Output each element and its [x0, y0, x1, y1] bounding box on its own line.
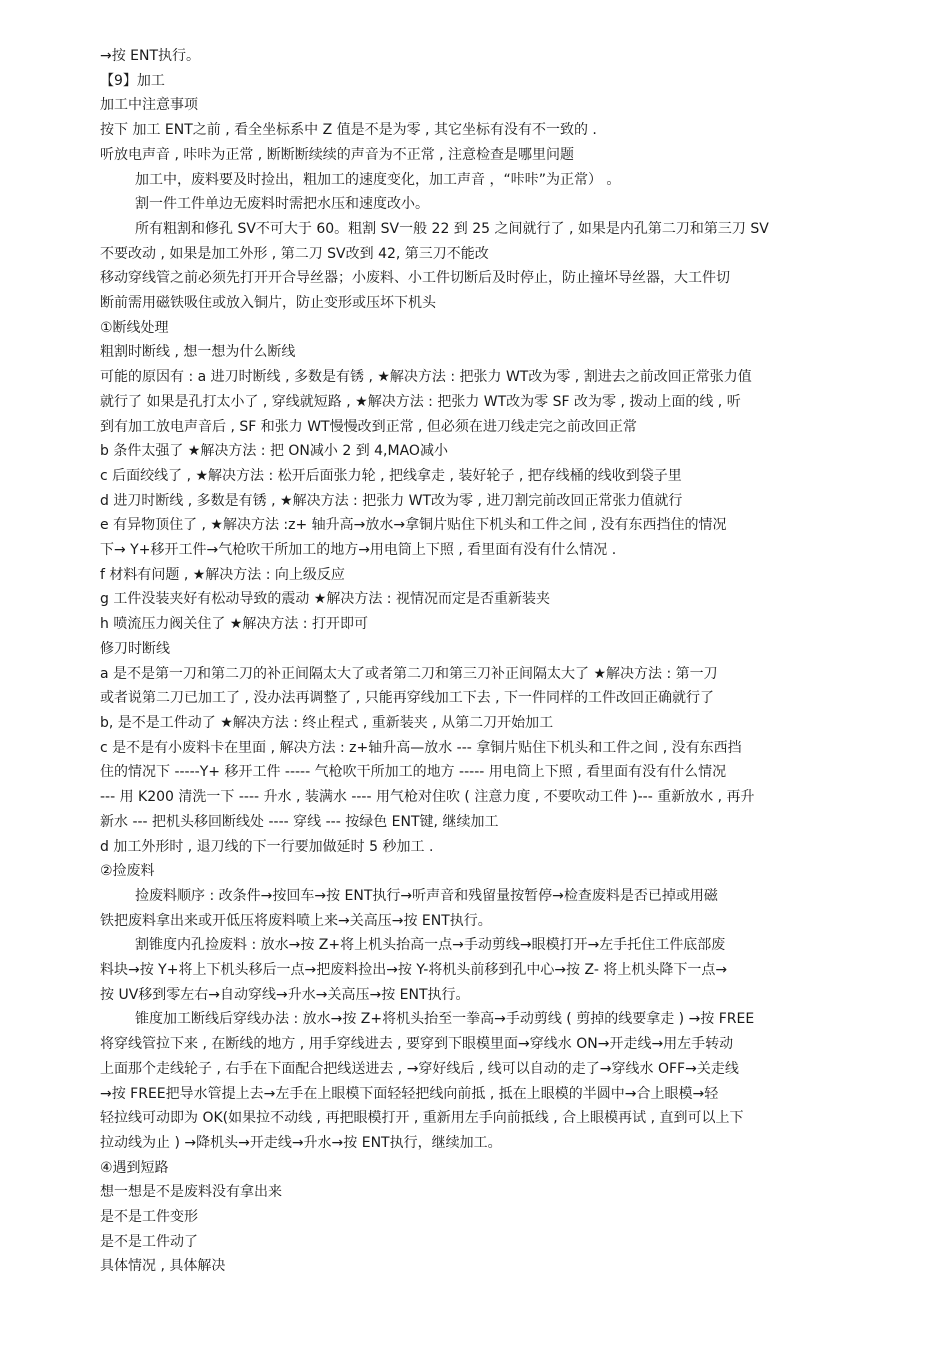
text-line: 断前需用磁铁吸住或放入铜片，防止变形或压坏下机头 — [100, 295, 436, 312]
text-line: 加工中，废料要及时捡出，粗加工的速度变化，加工声音 ，“咔咔”为正常） 。 — [135, 171, 621, 188]
text-line: 将穿线管拉下来 , 在断线的地方 , 用手穿线进去 , 要穿到下眼模里面→穿线水 ON→开走线→用左手转动 — [100, 1036, 734, 1053]
text-line: 割锥度内孔捡废料 : 放水→按 Z+将上机头抬高一点→手动剪线→眼模打开→左手托住工件底部废 — [135, 937, 726, 954]
text-line: c 是不是有小废料卡在里面 , 解决方法 : z+轴升高—放水 --- 拿铜片贴住下机头和工件之间 , 没有东西挡 — [100, 739, 742, 756]
text-line: 上面那个走线轮子 , 右手在下面配合把线送进去 , →穿好线后 , 线可以自动的走了→穿线水 OFF→关走线 — [100, 1060, 739, 1077]
text-line: ②捡废料 — [100, 863, 155, 880]
text-line: 按 UV移到零左右→自动穿线→升水→关高压→按 ENT执行。 — [100, 986, 470, 1003]
text-line: c 后面绞线了 , ★解决方法 : 松开后面张力轮 , 把线拿走 , 装好轮子 , 把存线桶的线收到袋子里 — [100, 467, 682, 484]
text-line: →按 ENT执行。 — [100, 48, 201, 64]
text-line: d 加工外形时 , 退刀线的下一行要加做延时 5 秒加工 . — [100, 838, 434, 855]
document-page — [100, 44, 860, 1279]
text-line: →按 FREE把导水管提上去→左手在上眼模下面轻轻把线向前抵 , 抵在上眼模的半圆中→合上眼模→轻 — [100, 1085, 719, 1102]
text-line: ①断线处理 — [100, 319, 169, 336]
text-line: 铁把废料拿出来或开低压将废料喷上来→关高压→按 ENT执行。 — [100, 912, 492, 929]
text-line: 就行了 如果是孔打太小了 , 穿线就短路 , ★解决方法 : 把张力 WT改为零 SF 改为零 , 拨动上面的线 , 听 — [100, 393, 741, 410]
text-line: 【9】加工 — [100, 72, 165, 89]
text-line: 料块→按 Y+将上下机头移后一点→把废料捡出→按 Y-将机头前移到孔中心→按 Z- 将上机头降下一点→ — [100, 962, 728, 979]
text-line: 新水 --- 把机头移回断线处 ---- 穿线 --- 按绿色 ENT键, 继续加工 — [100, 813, 499, 830]
text-line: 轻拉线可动即为 OK(如果拉不动线 , 再把眼模打开 , 重新用左手向前抵线 , 合上眼模再试 , 直到可以上下 — [100, 1110, 744, 1127]
text-line: 按下 加工 ENT之前 , 看全坐标系中 Z 值是不是为零 , 其它坐标有没有不一致的 . — [100, 122, 597, 139]
text-line: 移动穿线管之前必须先打开开合导丝器；小废料、小工件切断后及时停止，防止撞坏导丝器，大工件切 — [100, 270, 730, 287]
text-line: 是不是工件动了 — [100, 1233, 198, 1250]
text-line: 修刀时断线 — [100, 640, 170, 657]
text-line: 下→ Y+移开工件→气枪吹干所加工的地方→用电筒上下照 , 看里面有没有什么情况 . — [100, 542, 617, 559]
text-line: 粗割时断线 , 想一想为什么断线 — [100, 344, 296, 361]
text-line: ④遇到短路 — [100, 1159, 169, 1176]
text-line: 是不是工件变形 — [100, 1209, 198, 1226]
text-line: 想一想是不是废料没有拿出来 — [100, 1184, 282, 1201]
text-line: 不要改动 , 如果是加工外形 , 第二刀 SV改到 42, 第三刀不能改 — [100, 245, 489, 262]
text-line: 割一件工件单边无废料时需把水压和速度改小。 — [135, 196, 429, 213]
text-line: 住的情况下 -----Y+ 移开工件 ----- 气枪吹干所加工的地方 ----- 用电筒上下照 , 看里面有没有什么情况 — [100, 764, 727, 781]
text-line: b, 是不是工件动了 ★解决方法 : 终止程式 , 重新装夹 , 从第二刀开始加工 — [100, 714, 554, 731]
text-line: 捡废料顺序 : 改条件→按回车→按 ENT执行→听声音和残留量按暂停→检查废料是否已掉或用磁 — [135, 887, 718, 904]
text-line: 拉动线为止 ) →降机头→开走线→升水→按 ENT执行，继续加工。 — [100, 1134, 502, 1151]
text-line: d 进刀时断线 , 多数是有锈 , ★解决方法 : 把张力 WT改为零 , 进刀割完前改回正常张力值就行 — [100, 492, 683, 509]
text-line: 锥度加工断线后穿线办法 : 放水→按 Z+将机头抬至一拳高→手动剪线 ( 剪掉的线要拿走 ) →按 FREE — [135, 1011, 755, 1028]
text-line: 听放电声音 , 咔咔为正常 , 断断断续续的声音为不正常 , 注意检查是哪里问题 — [100, 146, 575, 163]
text-line: e 有异物顶住了 , ★解决方法 :z+ 轴升高→放水→拿铜片贴住下机头和工件之间 , 没有东西挡住的情况 — [100, 517, 727, 534]
text-line: h 喷流压力阀关住了 ★解决方法 : 打开即可 — [100, 616, 368, 633]
text-line: --- 用 K200 清洗一下 ---- 升水 , 装满水 ---- 用气枪对住吹 ( 注意力度 , 不要吹动工件 )--- 重新放水 , 再升 — [100, 789, 755, 806]
text-line: b 条件太强了 ★解决方法 : 把 ON减小 2 到 4,MAO减小 — [100, 443, 448, 460]
text-line: 或者说第二刀已加工了 , 没办法再调整了 , 只能再穿线加工下去 , 下一件同样的工件改回正确就行了 — [100, 690, 715, 707]
text-line: g 工件没装夹好有松动导致的震动 ★解决方法 : 视情况而定是否重新装夹 — [100, 591, 550, 608]
text-line: 可能的原因有 : a 进刀时断线 , 多数是有锈 , ★解决方法 : 把张力 WT改为零 , 割进去之前改回正常张力值 — [100, 369, 752, 386]
text-line: 到有加工放电声音后 , SF 和张力 WT慢慢改到正常 , 但必须在进刀线走完之前改回正常 — [100, 418, 637, 435]
text-line: f 材料有问题 , ★解决方法 : 向上级反应 — [100, 566, 345, 583]
text-line: 加工中注意事项 — [100, 97, 198, 114]
text-line: 所有粗割和修孔 SV不可大于 60。粗割 SV一般 22 到 25 之间就行了 , 如果是内孔第二刀和第三刀 SV — [135, 220, 769, 237]
text-line: 具体情况 , 具体解决 — [100, 1258, 226, 1275]
text-line: a 是不是第一刀和第二刀的补正间隔太大了或者第二刀和第三刀补正间隔太大了 ★解决方法 : 第一刀 — [100, 665, 718, 682]
